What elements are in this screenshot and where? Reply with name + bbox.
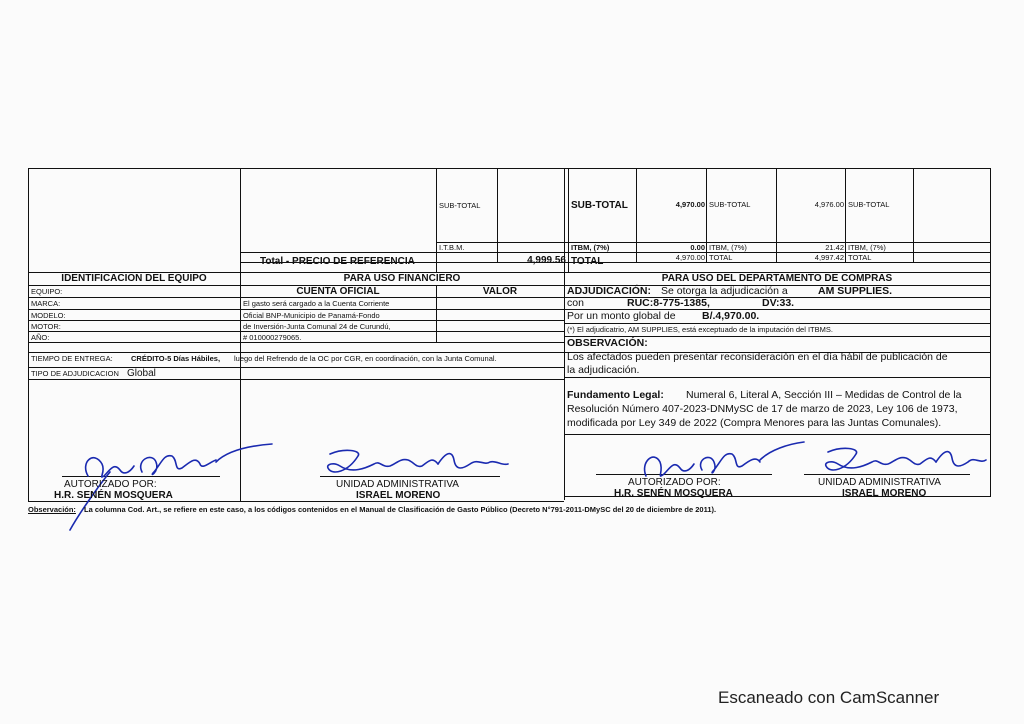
total-reference-value: 4,999.56 bbox=[527, 255, 566, 266]
q1-total-label: TOTAL bbox=[571, 256, 604, 267]
equipment-row: AÑO: bbox=[31, 333, 50, 342]
q3-total-label: TOTAL bbox=[848, 253, 872, 262]
fundamento-line: modificada por Ley 349 de 2022 (Compra Menores para las Juntas Comunales). bbox=[567, 417, 942, 429]
q1-itbm-value: 0.00 bbox=[690, 243, 705, 252]
equipment-row: MOTOR: bbox=[31, 322, 61, 331]
equipment-row: EQUIPO: bbox=[31, 287, 63, 296]
total-reference-label: Total - PRECIO DE REFERENCIA bbox=[260, 256, 415, 267]
authorized-label-right: AUTORIZADO POR: bbox=[628, 477, 721, 488]
adjudicacion-label: ADJUDICACIÓN: bbox=[567, 285, 651, 297]
award-type-label: TIPO DE ADJUDICACION bbox=[31, 369, 119, 378]
footer-label: Observación: bbox=[28, 505, 76, 514]
amount-text: Por un monto global de bbox=[567, 310, 676, 322]
award-type-value: Global bbox=[127, 368, 156, 379]
admin-name-right: ISRAEL MORENO bbox=[842, 488, 927, 499]
q2-itbm-value: 21.42 bbox=[825, 243, 844, 252]
q2-itbm-label: ITBM, (7%) bbox=[709, 243, 747, 252]
observacion-label: OBSERVACIÓN: bbox=[567, 337, 648, 349]
amount-value: B/.4,970.00. bbox=[702, 310, 760, 322]
finance-line: El gasto será cargado a la Cuenta Corriente bbox=[243, 299, 390, 308]
q2-total-label: TOTAL bbox=[709, 253, 733, 262]
fundamento-label: Fundamento Legal: bbox=[567, 389, 664, 401]
observacion-line: la adjudicación. bbox=[567, 364, 640, 376]
q1-itbm-label: ITBM, (7%) bbox=[571, 243, 610, 252]
finance-account-header: CUENTA OFICIAL bbox=[296, 286, 380, 297]
q3-itbm-label: ITBM, (7%) bbox=[848, 243, 886, 252]
q1-total-value: 4,970.00 bbox=[675, 253, 705, 262]
authorized-name-left: H.R. SENÉN MOSQUERA bbox=[54, 490, 173, 501]
equipment-row: MARCA: bbox=[31, 299, 61, 308]
admin-label-right: UNIDAD ADMINISTRATIVA bbox=[818, 477, 941, 488]
delivery-label: TIEMPO DE ENTREGA: bbox=[31, 354, 113, 363]
fundamento-line: Numeral 6, Literal A, Sección III – Medidas de Control de la bbox=[686, 389, 962, 401]
admin-name-left: ISRAEL MORENO bbox=[356, 490, 441, 501]
q2-subtotal-value: 4,976.00 bbox=[814, 200, 844, 209]
finance-value-header: VALOR bbox=[482, 286, 518, 297]
subtotal-label: SUB-TOTAL bbox=[439, 201, 481, 210]
equipment-row: MODELO: bbox=[31, 311, 66, 320]
finance-header: PARA USO FINANCIERO bbox=[343, 273, 461, 284]
admin-label-left: UNIDAD ADMINISTRATIVA bbox=[336, 479, 459, 490]
supplier-ruc: RUC:8-775-1385, bbox=[627, 297, 710, 309]
q2-total-value: 4,997.42 bbox=[814, 253, 844, 262]
q2-subtotal-label: SUB-TOTAL bbox=[709, 200, 751, 209]
authorized-name-right: H.R. SENÉN MOSQUERA bbox=[614, 488, 733, 499]
purchasing-header: PARA USO DEL DEPARTAMENTO DE COMPRAS bbox=[661, 273, 893, 284]
exempt-note: (*) El adjudicatrio, AM SUPPLIES, está exceptuado de la imputación del ITBMS. bbox=[567, 325, 833, 334]
adjudicacion-text: Se otorga la adjudicación a bbox=[661, 285, 788, 297]
observacion-line: Los afectados pueden presentar reconsideración en el día hábil de publicación de bbox=[567, 351, 948, 363]
camscanner-watermark: Escaneado con CamScanner bbox=[718, 688, 940, 707]
delivery-credit: CRÉDITO-5 Días Hábiles, bbox=[131, 354, 221, 363]
q1-subtotal-label: SUB-TOTAL bbox=[571, 200, 628, 211]
finance-line: # 010000279065. bbox=[243, 333, 302, 342]
q1-subtotal-value: 4,970.00 bbox=[675, 200, 705, 209]
q3-subtotal-label: SUB-TOTAL bbox=[848, 200, 890, 209]
footer-text: La columna Cod. Art., se refiere en este caso, a los códigos contenidos en el Manual de Clasificación de Gasto Público (Decreto N°791-2011-DMySC del 20 de diciembre de 2011). bbox=[84, 505, 717, 514]
supplier-dv: DV:33. bbox=[762, 297, 795, 309]
authorized-label-left: AUTORIZADO POR: bbox=[64, 479, 157, 490]
finance-line: Oficial BNP-Municipio de Panamá-Fondo bbox=[243, 311, 380, 320]
con-text: con bbox=[567, 297, 584, 309]
equipment-header: IDENTIFICACION DEL EQUIPO bbox=[61, 273, 207, 284]
finance-line: de Inversión-Junta Comunal 24 de Curundú, bbox=[243, 322, 391, 331]
fundamento-line: Resolución Número 407-2023-DNMySC de 17 de marzo de 2023, Ley 106 de 1973, bbox=[567, 403, 958, 415]
itbm-label: I.T.B.M. bbox=[439, 243, 465, 252]
supplier-name: AM SUPPLIES. bbox=[818, 285, 893, 297]
delivery-text: luego del Refrendo de la OC por CGR, en coordinación, con la Junta Comunal. bbox=[234, 354, 497, 363]
